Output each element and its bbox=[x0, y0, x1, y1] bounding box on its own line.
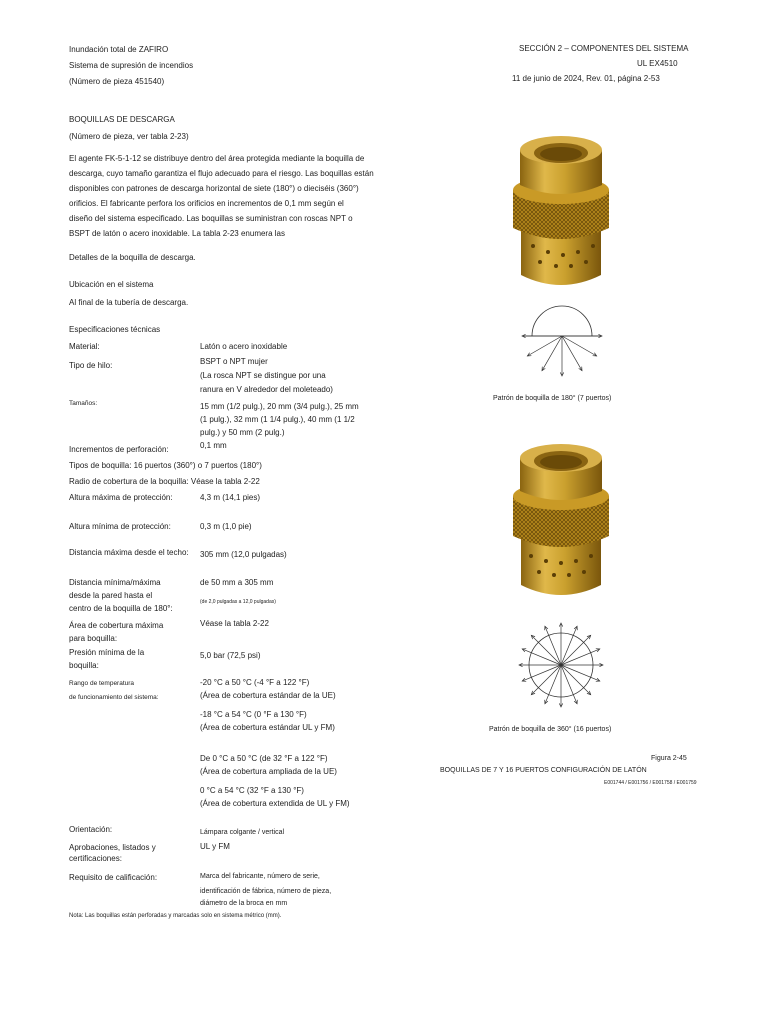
spray-ray bbox=[561, 665, 591, 695]
intro-paragraph: El agente FK-5-1-12 se distribuye dentro del área protegida mediante la boquilla de descarga, cuyo tamaño garantiza el flujo adecuado para el riesgo. Las boquillas están disponibles con patrones de descarga horizontal de siete (180°) o dieciséis (360°) orificios. El fabricante perfora los orificios en incrementos de 0,1 mm según el diseño del sistema especificado. Las boquillas se suministran con roscas NPT o BSPT de latón o acero inoxidable. La tabla 2-23 enumera las bbox=[69, 154, 374, 238]
spray-pattern-180-diagram bbox=[506, 298, 616, 388]
figure-title: BOQUILLAS DE 7 Y 16 PUERTOS CONFIGURACIÓN DE LATÓN bbox=[440, 767, 647, 774]
spray-ray bbox=[562, 336, 597, 356]
metric-note: Nota: Las boquillas están perforadas y marcadas solo en sistema métrico (mm). bbox=[69, 913, 282, 919]
max-area-value: Véase la tabla 2-22 bbox=[200, 619, 269, 628]
ul-code: UL EX4510 bbox=[637, 59, 678, 68]
location-text: Al final de la tubería de descarga. bbox=[69, 298, 189, 307]
thread-value: BSPT o NPT mujer bbox=[200, 357, 268, 366]
specs-heading: Especificaciones técnicas bbox=[69, 325, 161, 334]
orientation-label: Orientación: bbox=[69, 825, 113, 834]
qualification-label: Requisito de calificación: bbox=[69, 873, 158, 882]
spray-ray bbox=[527, 336, 562, 356]
spray-ray bbox=[531, 635, 561, 665]
doc-subheading: (Número de pieza, ver tabla 2-23) bbox=[69, 132, 189, 141]
thread-note: (La rosca NPT se distingue por una ranura en V alrededor del moleteado) bbox=[200, 371, 333, 394]
caption-360: Patrón de boquilla de 360° (16 puertos) bbox=[489, 726, 612, 733]
material-value: Latón o acero inoxidable bbox=[200, 342, 288, 351]
part-number: (Número de pieza 451540) bbox=[69, 77, 165, 86]
temp-range-4: 0 °C a 54 °C (32 °F a 130 °F) (Área de cobertura extendida de UL y FM) bbox=[200, 786, 350, 808]
sizes-label: Tamaños: bbox=[69, 400, 98, 407]
drill-value: 0,1 mm bbox=[200, 441, 227, 450]
sizes-value: 15 mm (1/2 pulg.), 20 mm (3/4 pulg.), 25 mm (1 pulg.), 32 mm (1 1/4 pulg.), 40 mm (1 1/2 pulg.) y 50 mm (2 pulg.) bbox=[200, 402, 359, 437]
min-pressure-value: 5,0 bar (72,5 psi) bbox=[200, 651, 261, 660]
nozzle-types: Tipos de boquilla: 16 puertos (360°) o 7 puertos (180°) bbox=[69, 461, 262, 470]
spray-ray bbox=[561, 635, 591, 665]
temp-range-label: Rango de temperatura de funcionamiento del sistema: bbox=[69, 680, 159, 701]
product-title: Inundación total de ZAFIRO bbox=[69, 45, 169, 54]
ceiling-label: Distancia máxima desde el techo: bbox=[69, 548, 189, 557]
coverage-radius: Radio de cobertura de la boquilla: Véase la tabla 2-22 bbox=[69, 477, 260, 486]
drill-label: Incrementos de perforación: bbox=[69, 445, 169, 454]
wall-distance-label: Distancia mínima/máxima desde la pared hasta el centro de la boquilla de 180°: bbox=[69, 578, 173, 613]
product-subtitle: Sistema de supresión de incendios bbox=[69, 61, 194, 70]
min-pressure-label: Presión mínima de la boquilla: bbox=[69, 648, 145, 670]
thread-label: Tipo de hilo: bbox=[69, 361, 113, 370]
date-revision: 11 de junio de 2024, Rev. 01, página 2-53 bbox=[512, 74, 660, 83]
orientation-value: Lámpara colgante / vertical bbox=[200, 829, 285, 836]
temp-range-3: De 0 °C a 50 °C (de 32 °F a 122 °F) (Área de cobertura ampliada de la UE) bbox=[200, 754, 337, 776]
doc-heading: BOQUILLAS DE DESCARGA bbox=[69, 115, 175, 124]
spray-pattern-360-diagram bbox=[506, 610, 616, 720]
max-height-value: 4,3 m (14,1 pies) bbox=[200, 493, 261, 502]
figure-codes: E001744 / E001756 / E001758 / E001759 bbox=[604, 780, 697, 786]
spray-ray bbox=[542, 336, 562, 371]
wall-distance-value: de 50 mm a 305 mm bbox=[200, 578, 274, 587]
wall-distance-value-small: (de 2,0 pulgadas a 12,0 pulgadas) bbox=[200, 599, 276, 605]
pattern-outline bbox=[532, 306, 592, 336]
location-heading: Ubicación en el sistema bbox=[69, 280, 154, 289]
temp-range-2: -18 °C a 54 °C (0 °F a 130 °F) (Área de cobertura estándar UL y FM) bbox=[200, 710, 335, 732]
max-height-label: Altura máxima de protección: bbox=[69, 493, 173, 502]
approvals-label: Aprobaciones, listados y certificaciones: bbox=[69, 843, 156, 863]
nozzle-16-port-body bbox=[513, 444, 609, 595]
details-text: Detalles de la boquilla de descarga. bbox=[69, 253, 196, 262]
nozzle-7-port-body bbox=[513, 136, 609, 285]
max-area-label: Área de cobertura máxima para boquilla: bbox=[69, 621, 164, 643]
approvals-value: UL y FM bbox=[200, 842, 230, 851]
min-height-label: Altura mínima de protección: bbox=[69, 522, 171, 531]
material-label: Material: bbox=[69, 342, 100, 351]
caption-180: Patrón de boquilla de 180° (7 puertos) bbox=[493, 395, 612, 402]
qualification-value: Marca del fabricante, número de serie, identificación de fábrica, número de pieza, diámetro de la broca en mm bbox=[200, 873, 332, 907]
spray-ray bbox=[562, 336, 582, 371]
figure-number: Figura 2-45 bbox=[651, 755, 687, 762]
section-title: SECCIÓN 2 – COMPONENTES DEL SISTEMA bbox=[519, 44, 689, 53]
min-height-value: 0,3 m (1,0 pie) bbox=[200, 522, 252, 531]
ceiling-value: 305 mm (12,0 pulgadas) bbox=[200, 550, 287, 559]
header-left bbox=[69, 42, 193, 90]
spray-ray bbox=[531, 665, 561, 695]
temp-range-1: -20 °C a 50 °C (-4 °F a 122 °F) (Área de cobertura estándar de la UE) bbox=[200, 678, 336, 700]
